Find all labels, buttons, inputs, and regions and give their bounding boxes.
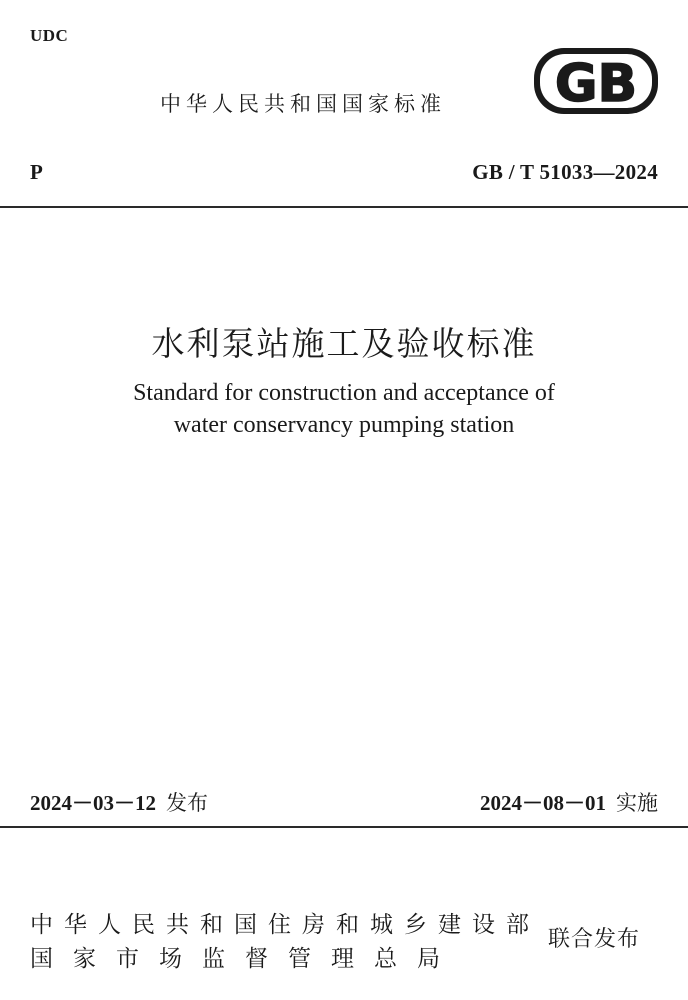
implementation-date-block (480, 787, 658, 817)
top-divider (0, 206, 688, 208)
standard-number: GB / T 51033—2024 (472, 160, 658, 184)
publisher-line-2: 国家市场监督管理总局 (30, 946, 460, 972)
title-english-line-1: Standard for construction and acceptance of (133, 380, 555, 406)
publisher-line-1: 中华人民共和国住房和城乡建设部 (30, 912, 540, 938)
title-chinese: 水利泵站施工及验收标准 (151, 324, 537, 363)
implementation-date: 2024－08－01 (480, 791, 606, 815)
udc-label: UDC (30, 26, 69, 45)
svg-text:GB: GB (554, 54, 638, 114)
issue-date: 2024－03－12 (30, 791, 156, 815)
joint-release-label: 联合发布 (548, 927, 641, 952)
classification-code: P (30, 160, 43, 184)
country-standard-heading: 中华人民共和国国家标准 (160, 92, 446, 116)
issue-date-block (30, 787, 208, 817)
bottom-divider (0, 826, 688, 828)
issue-label: 发布 (166, 791, 208, 815)
implementation-label: 实施 (616, 791, 658, 815)
gb-logo (532, 46, 660, 116)
title-english-line-2: water conservancy pumping station (173, 412, 515, 438)
